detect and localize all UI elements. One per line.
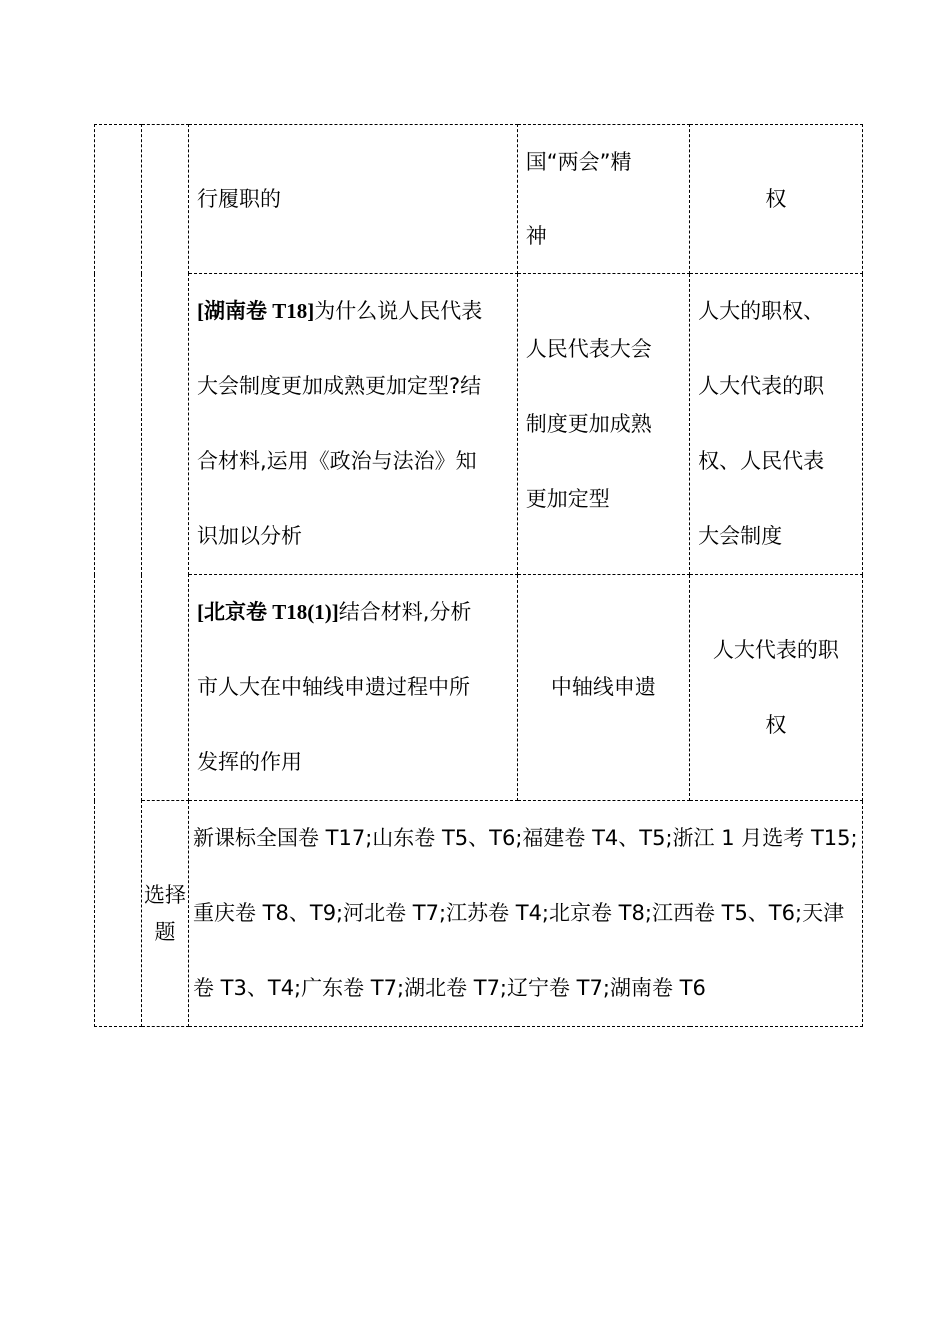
material-cell (517, 575, 689, 801)
choice-label-line: 选择 (144, 882, 186, 907)
table-row (95, 274, 863, 575)
knowledge-line: 权 (765, 712, 787, 737)
knowledge-cell (690, 575, 862, 801)
knowledge-text: 权 (765, 186, 787, 211)
question-line: 识加以分析 (197, 524, 302, 548)
subcategory-cell (142, 125, 189, 801)
question-line: 结合材料,分析 (338, 600, 472, 624)
material-line: 国“两会”精 (525, 150, 632, 174)
choice-label-line: 题 (154, 919, 176, 944)
exam-question-table (94, 124, 863, 1027)
question-text: 行履职的 (197, 186, 281, 211)
table-row (95, 125, 863, 274)
material-line: 更加定型 (525, 486, 610, 511)
question-cell (189, 274, 518, 575)
question-line: 为什么说人民代表 (314, 299, 483, 323)
choice-line: 重庆卷 T8、T9;河北卷 T7;江苏卷 T4;北京卷 T8;江西卷 T5、T6;天津 (193, 901, 845, 925)
category-cell (95, 125, 142, 1027)
question-line: 市人大在中轴线申遗过程中所 (197, 675, 470, 699)
knowledge-line: 人大的职权、 (698, 299, 825, 323)
table-row (95, 575, 863, 801)
knowledge-line: 大会制度 (698, 524, 783, 548)
material-cell (517, 125, 689, 274)
question-tag: [北京卷 T18(1)] (197, 600, 339, 624)
question-cell (189, 125, 518, 274)
question-line: 发挥的作用 (197, 750, 302, 774)
knowledge-line: 人大代表的职 (698, 374, 825, 398)
material-cell (517, 274, 689, 575)
knowledge-line: 权、人民代表 (698, 449, 825, 473)
choice-line: 新课标全国卷 T17;山东卷 T5、T6;福建卷 T4、T5;浙江 1 月选考 T15; (193, 826, 858, 850)
question-tag: [湖南卷 T18] (197, 299, 315, 323)
question-cell (189, 575, 518, 801)
question-line: 大会制度更加成熟更加定型?结 (197, 374, 482, 398)
material-line: 神 (525, 224, 547, 248)
material-line: 制度更加成熟 (525, 411, 652, 436)
choice-label-cell (142, 801, 189, 1027)
table-row (95, 801, 863, 1027)
knowledge-cell (690, 274, 862, 575)
choice-list-cell (189, 801, 863, 1027)
knowledge-line: 人大代表的职 (712, 637, 839, 662)
knowledge-cell (690, 125, 862, 274)
material-text: 中轴线申遗 (550, 675, 656, 699)
question-line: 合材料,运用《政治与法治》知 (197, 449, 477, 473)
choice-line: 卷 T3、T4;广东卷 T7;湖北卷 T7;辽宁卷 T7;湖南卷 T6 (193, 976, 706, 1000)
material-line: 人民代表大会 (525, 336, 652, 361)
